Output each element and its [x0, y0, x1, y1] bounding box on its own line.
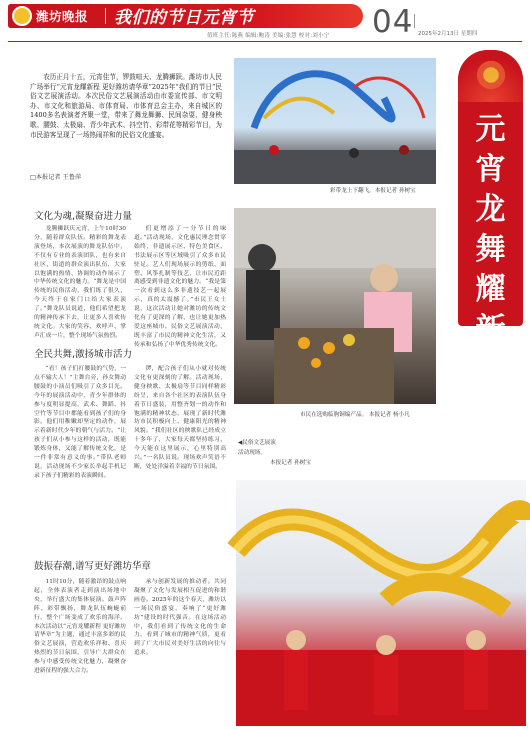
headline-char: 新: [475, 312, 506, 347]
headline-char: 龙: [475, 192, 506, 227]
headline-char: 宵: [475, 152, 506, 187]
headline-char: 舞: [475, 232, 506, 267]
photo-caption-3-title: ◀民俗文艺展演: [238, 440, 276, 446]
photo-dragon-dance: [236, 480, 526, 726]
lead-paragraph: 农历正月十五，元宵佳节，锣鼓喧天、龙腾狮跃。潍坊市人民广场举行“元宵龙耀新程 更好潍坊请华章”2025年“我们的节日”民俗文艺展演活动。本次民俗文艺展演活动由市委宣传部、市文明办、市文化和旅游局、市体育局、市体育总会主办，来自城区的1400多名表演者齐聚一堂，带来了舞龙舞狮、民间杂耍、健身秧歌、腰鼓、太极扇、青少年武术、抖空竹、彩带花等精彩节目，为市民游客呈现了一场热闹祥和的民俗文化盛宴。: [30, 73, 222, 139]
headline-vertical: [458, 110, 523, 390]
ribbon-dragon-illustration: [234, 58, 436, 184]
photo-ribbon-dragon: [234, 58, 436, 184]
masthead-rule: [8, 41, 522, 42]
headline-char: 元: [475, 112, 506, 147]
photo-caption-3-line: 活动现场。: [238, 450, 266, 456]
page-number: 04: [372, 4, 414, 40]
section-heading-3: 鼓振春潮,谱写更好潍坊华章: [34, 561, 152, 572]
headline-char: 程: [475, 352, 506, 387]
section-2-column-2: 锣，配合孩子们从小就对传统文化有更深刻的了解。活动现场，健身秧歌、太极扇等节目同样精彩纷呈，来自各个社区的表演队伍身着节日盛装，用整齐划一的动作和饱满的精神状态，展现了新时代潍坊市民积极向上、健康阳光的精神风貌。“我们社区的秧歌队已经成立十多年了，大家每天都坚持练习，今天能在这里展示，心里特别高兴。”一名队员说。现场欢声笑语不断，处处洋溢着幸福的节日氛围。: [134, 366, 226, 470]
issue-date: 2025年2月13日 星期四: [418, 31, 478, 37]
section-heading-2: 全民共舞,激扬城市活力: [34, 349, 133, 360]
headline-char: 耀: [475, 272, 506, 307]
editorial-staff: 值班主任:陈燕 编辑:鲍涛 美编:张慧 校对:刘小宁: [207, 33, 330, 39]
date-divider: [414, 14, 415, 28]
photo-caption-2: 市民在选购临朐铜编产品。 本报记者 杨小凡: [300, 412, 410, 418]
page-title-main: 我们的节日: [114, 8, 202, 28]
market-illustration: [234, 208, 436, 404]
flower-ornament-icon: [473, 57, 509, 93]
masthead: [0, 0, 530, 44]
photo-caption-1: 彩带龙上下翻飞。本报记者 孙树宝: [330, 188, 416, 194]
section-3-column-1: 11时10分，随着激昂的鼓点响起，全体表演者走到演出场地中央，举行盛大的集体展演。鼓声阵阵、彩带飘扬，舞龙队伍蜿蜒前行，整个广场变成了欢乐的海洋。本次活动以“元宵龙耀新程 更好潍坊请华章”为主题，通过丰富多彩的民俗文艺展演，营造欢乐祥和、喜庆热烈的节日氛围，引导广大群众在参与中感受传统文化魅力，凝聚奋进新征程的强大合力。: [34, 579, 126, 675]
section-1-column-2: 们更增添了一分节日的味道。”活动现场，文化惠民理念贯穿始终，非遗展示区、特色美食区、书法展示区等区域吸引了众多市民驻足。艺人们现场展示的剪纸、面塑、风筝扎制等技艺，让市民近距离感受到非遗文化的魅力。“我是第一次看到这么多非遗技艺一起展示，真的太震撼了。”市民王女士说，这次活动让她对潍坊的传统文化有了更深的了解，也让她更加热爱这座城市。民俗文艺展演活动，既丰富了市民的精神文化生活，又传承和弘扬了中华优秀传统文化。: [134, 226, 226, 348]
byline: □本报记者 王鲁萍: [30, 174, 82, 181]
section-2-column-1: “看！孩子们打腰鼓的气势，一点不输大人！”主舞台旁，孙女舞动腰鼓的小演员们吸引了众多目光。今年的展演活动中，青少年群体的参与度明显提高，武术、舞蹈、抖空竹等节目中都能看到孩子们的身影。他们用稚嫩却坚定的动作，展示着新时代少年的朝气与活力。“让孩子们从小参与这样的活动，既能锻炼身体，又能了解传统文化，是一件非常有意义的事。”带队老师说，活动现场不少家长举起手机记录下孩子们精彩的表演瞬间。: [34, 366, 126, 479]
photo-caption-3-credit: 本报记者 孙树宝: [270, 460, 311, 466]
page-title-sub: 元宵节: [201, 8, 254, 28]
newspaper-name: 潍坊晚报: [36, 9, 89, 24]
dragon-dance-illustration: [236, 480, 526, 726]
page-title: [114, 3, 254, 28]
section-3-column-2: 承与创新发展的推动者。共同凝聚了文化与发展相互促进的和谐画卷。2025年的这个春天，潍坊以一场民俗盛宴，奏响了“更好潍坊”建设的时代强音。在这场活动中，我们看到了传统文化的生命力，看到了城市的精神气质，更看到了广大市民对美好生活的向往与追求。: [134, 579, 226, 657]
photo-handicraft-market: [234, 208, 436, 404]
masthead-divider: [105, 8, 106, 24]
headline-banner: [458, 50, 523, 387]
section-heading-1: 文化为魂,凝聚奋进力量: [34, 211, 133, 222]
newspaper-logo-icon: [12, 6, 32, 26]
section-1-column-1: 龙腾狮跃庆元宵，上午10时30分，随着群众队伍。精彩的舞龙表演登场，本次展演的舞龙队伍中，不仅有专业的表演团队，也有来自社区、街道的群众演出队伍，大家以饱满的热情、协调的动作展示了中华传统文化的魅力。“舞龙是中国传统的民俗活动，我们练了很久，今天终于在家门口给大家表演了。”舞龙队员说道，他们希望把龙的精神传承下去，让更多人喜欢传统文化。大家的笑容、欢呼声、掌声汇成一片，整个现场气氛热烈。: [34, 226, 126, 339]
